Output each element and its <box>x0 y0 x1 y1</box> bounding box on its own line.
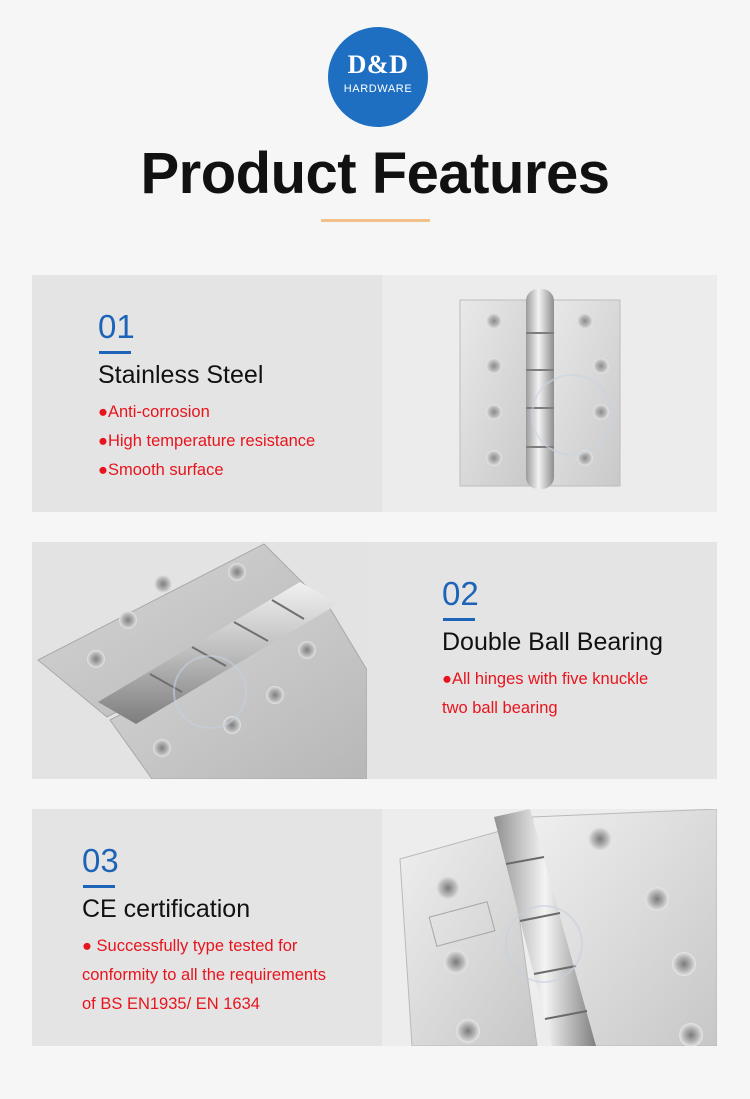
page-title: Product Features <box>140 141 610 206</box>
feature-card-3 <box>32 809 717 1046</box>
feature-number-underline <box>99 351 131 354</box>
feature-card-2 <box>32 542 717 779</box>
hinge-photo-flat <box>382 275 717 512</box>
bullet-item: conformity to all the requirements <box>82 966 326 984</box>
feature-number: 02 <box>442 575 479 612</box>
feature-number: 01 <box>98 308 135 345</box>
feature-card-1 <box>32 275 717 512</box>
feature-bullets <box>82 932 326 1019</box>
bullet-item: ●All hinges with five knuckle <box>442 670 649 688</box>
feature-bullets <box>442 665 648 723</box>
bullet-item: of BS EN1935/ EN 1634 <box>82 995 260 1013</box>
bullet-item: ●High temperature resistance <box>98 432 316 450</box>
bullet-item: ● Successfully type tested for <box>82 937 298 955</box>
hinge-photo-angled <box>32 542 367 779</box>
logo-mark: D&D <box>347 50 409 79</box>
brand-logo <box>328 27 428 127</box>
feature-heading: Double Ball Bearing <box>442 628 663 656</box>
feature-number-underline <box>83 885 115 888</box>
feature-number: 03 <box>82 842 119 879</box>
feature-heading: CE certification <box>82 895 251 923</box>
bullet-item: ●Smooth surface <box>98 461 224 479</box>
feature-number-underline <box>443 618 475 621</box>
title-underline <box>321 219 430 222</box>
hinge-photo-closeup <box>382 809 717 1046</box>
bullet-item: ●Anti-corrosion <box>98 403 210 421</box>
bullet-item: two ball bearing <box>442 699 558 717</box>
feature-bullets <box>98 398 315 485</box>
logo-subtext: HARDWARE <box>343 83 413 95</box>
feature-heading: Stainless Steel <box>98 361 264 389</box>
